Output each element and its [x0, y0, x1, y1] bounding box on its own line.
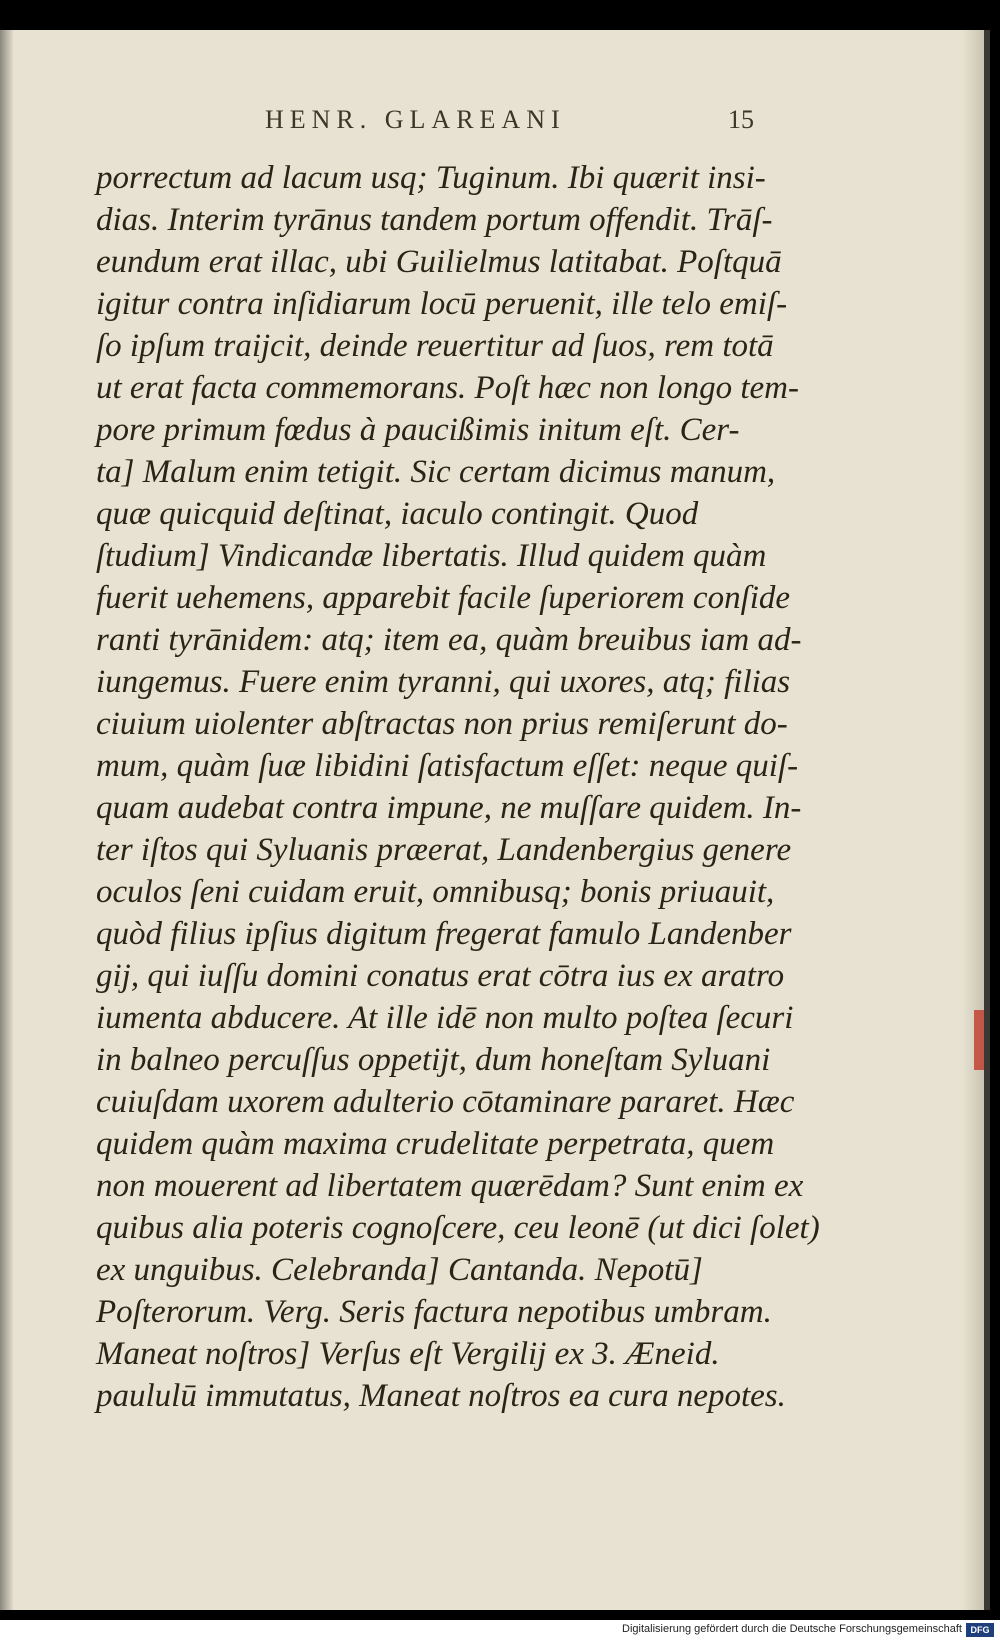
text-line: quòd filius ipſius digitum fregerat famulo Landenber	[96, 916, 792, 952]
running-title: HENR. GLAREANI	[265, 105, 566, 134]
text-line: Maneat noſtros] Verſus eſt Vergilij ex 3. Æneid.	[96, 1336, 720, 1372]
main-text-block	[96, 157, 822, 1417]
text-line: oculos ſeni cuidam eruit, omnibusq; bonis priuauit,	[96, 874, 775, 910]
text-line: gij, qui iuſſu domini conatus erat cōtra ius ex aratro	[96, 958, 785, 994]
text-line: non mouerent ad libertatem quærēdam? Sunt enim ex	[96, 1168, 804, 1204]
text-line: quibus alia poteris cognoſcere, ceu leonē (ut dici ſolet)	[96, 1210, 820, 1246]
text-line: pore primum fœdus à paucißimis initum eſt. Cer-	[96, 412, 740, 448]
text-line: mum, quàm ſuæ libidini ſatisfactum eſſet: neque quiſ-	[96, 748, 799, 784]
footer-bar	[0, 1620, 1000, 1641]
text-line: ranti tyrānidem: atq; item ea, quàm breuibus iam ad-	[96, 622, 802, 658]
text-line: dias. Interim tyrānus tandem portum offendit. Trāſ-	[96, 202, 773, 238]
page-edge	[962, 30, 984, 1610]
text-line: eundum erat illac, ubi Guilielmus latitabat. Poſtquā	[96, 244, 782, 280]
text-line: igitur contra inſidiarum locū peruenit, ille telo emiſ-	[96, 286, 788, 322]
dfg-logo: DFG	[966, 1623, 994, 1637]
text-line: iungemus. Fuere enim tyranni, qui uxores, atq; filias	[96, 664, 791, 700]
text-line: ut erat facta commemorans. Poſt hæc non longo tem-	[96, 370, 799, 406]
text-line: ta] Malum enim tetigit. Sic certam dicimus manum,	[96, 454, 776, 490]
text-line: quam audebat contra impune, ne muſſare quidem. In-	[96, 790, 802, 826]
gutter-shadow	[0, 30, 14, 1610]
text-line: Poſterorum. Verg. Seris factura nepotibus umbram.	[96, 1294, 772, 1330]
folio-number: 15	[728, 105, 754, 134]
edge-mark	[974, 1010, 984, 1070]
text-line: ciuium uiolenter abſtractas non prius remiſerunt do-	[96, 706, 788, 742]
text-line: ſo ipſum traijcit, deinde reuertitur ad ſuos, rem totā	[96, 328, 774, 364]
text-line: quæ quicquid deſtinat, iaculo contingit. Quod	[96, 496, 699, 532]
text-line: cuiuſdam uxorem adulterio cōtaminare pararet. Hæc	[96, 1084, 795, 1120]
text-line: in balneo percuſſus oppetijt, dum honeſtam Syluani	[96, 1042, 771, 1078]
text-line: ter iſtos qui Syluanis præerat, Landenbergius genere	[96, 832, 792, 868]
text-line: fuerit uehemens, apparebit facile ſuperiorem conſide	[96, 580, 791, 616]
text-line: paululū immutatus, Maneat noſtros ea cura nepotes.	[96, 1378, 786, 1414]
text-line: ex unguibus. Celebranda] Cantanda. Nepotū]	[96, 1252, 703, 1288]
text-line: ſtudium] Vindicandæ libertatis. Illud quidem quàm	[96, 538, 767, 574]
text-line: porrectum ad lacum usq; Tuginum. Ibi quærit insi-	[96, 160, 766, 196]
funding-credit: Digitalisierung gefördert durch die Deutsche Forschungsgemeinschaft	[622, 1623, 962, 1635]
text-line: iumenta abducere. At ille idē non multo poſtea ſecuri	[96, 1000, 794, 1036]
text-line: quidem quàm maxima crudelitate perpetrata, quem	[96, 1126, 775, 1162]
running-header	[0, 105, 1000, 149]
